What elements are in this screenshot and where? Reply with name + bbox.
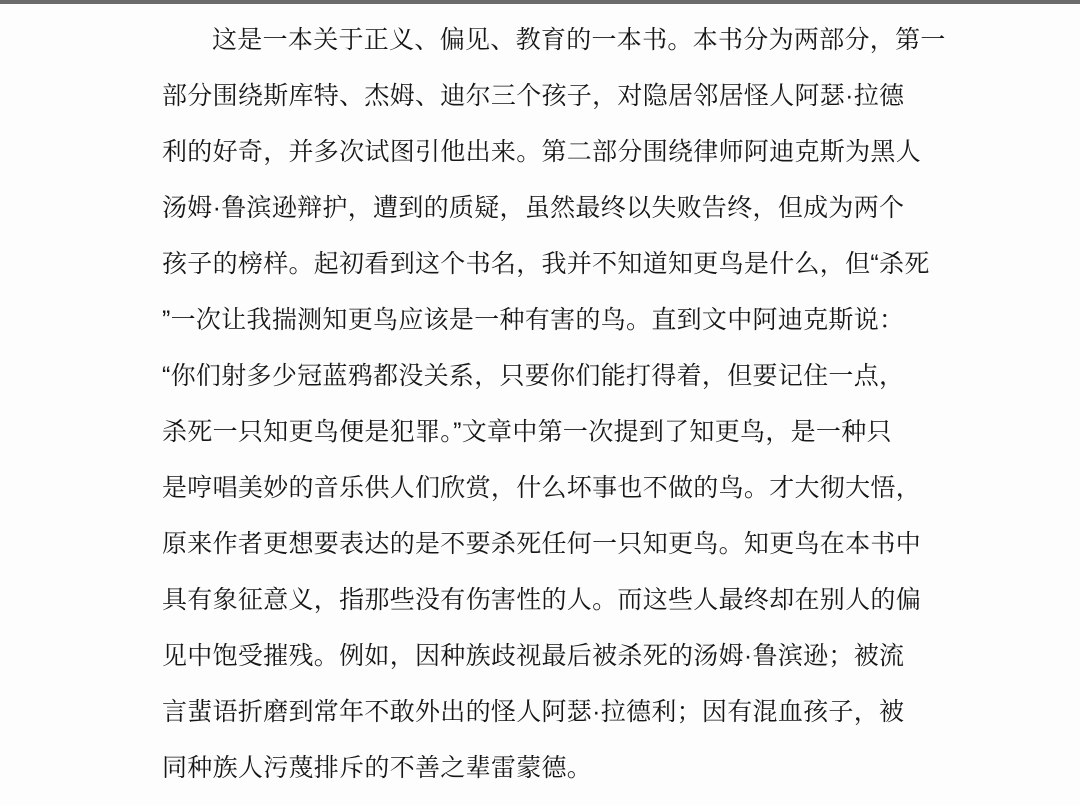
text-line: 具有象征意义，指那些没有伤害性的人。而这些人最终却在别人的偏 xyxy=(162,586,922,614)
text-line: 孩子的榜样。起初看到这个书名，我并不知道知更鸟是什么，但“杀死 xyxy=(162,250,930,278)
text-line: 部分围绕斯库特、杰姆、迪尔三个孩子，对隐居邻居怪人阿瑟·拉德 xyxy=(162,82,905,110)
text-line: “你们射多少冠蓝鸦都没关系，只要你们能打得着，但要记住一点， xyxy=(162,362,905,390)
text-line: 同种族人污蔑排斥的不善之辈雷蒙德。 xyxy=(162,754,593,782)
text-line: 汤姆·鲁滨逊辩护，遭到的质疑，虽然最终以失败告终，但成为两个 xyxy=(162,194,905,222)
text-line: 言蜚语折磨到常年不敢外出的怪人阿瑟·拉德利；因有混血孩子，被 xyxy=(162,698,905,726)
text-line: 见中饱受摧残。例如，因种族歧视最后被杀死的汤姆·鲁滨逊；被流 xyxy=(162,642,905,670)
text-line: 这是一本关于正义、偏见、教育的一本书。本书分为两部分，第一 xyxy=(212,26,946,54)
text-line: 利的好奇，并多次试图引他出来。第二部分围绕律师阿迪克斯为黑人 xyxy=(162,138,922,166)
text-line: ”一次让我揣测知更鸟应该是一种有害的鸟。直到文中阿迪克斯说： xyxy=(162,306,905,334)
top-edge-border xyxy=(0,0,1080,4)
text-line: 杀死一只知更鸟便是犯罪。”文章中第一次提到了知更鸟，是一种只 xyxy=(162,418,892,446)
text-line: 原来作者更想要表达的是不要杀死任何一只知更鸟。知更鸟在本书中 xyxy=(162,530,922,558)
book-review-paragraph xyxy=(162,12,952,796)
text-line: 是哼唱美妙的音乐供人们欣赏，什么坏事也不做的鸟。才大彻大悟， xyxy=(162,474,922,502)
